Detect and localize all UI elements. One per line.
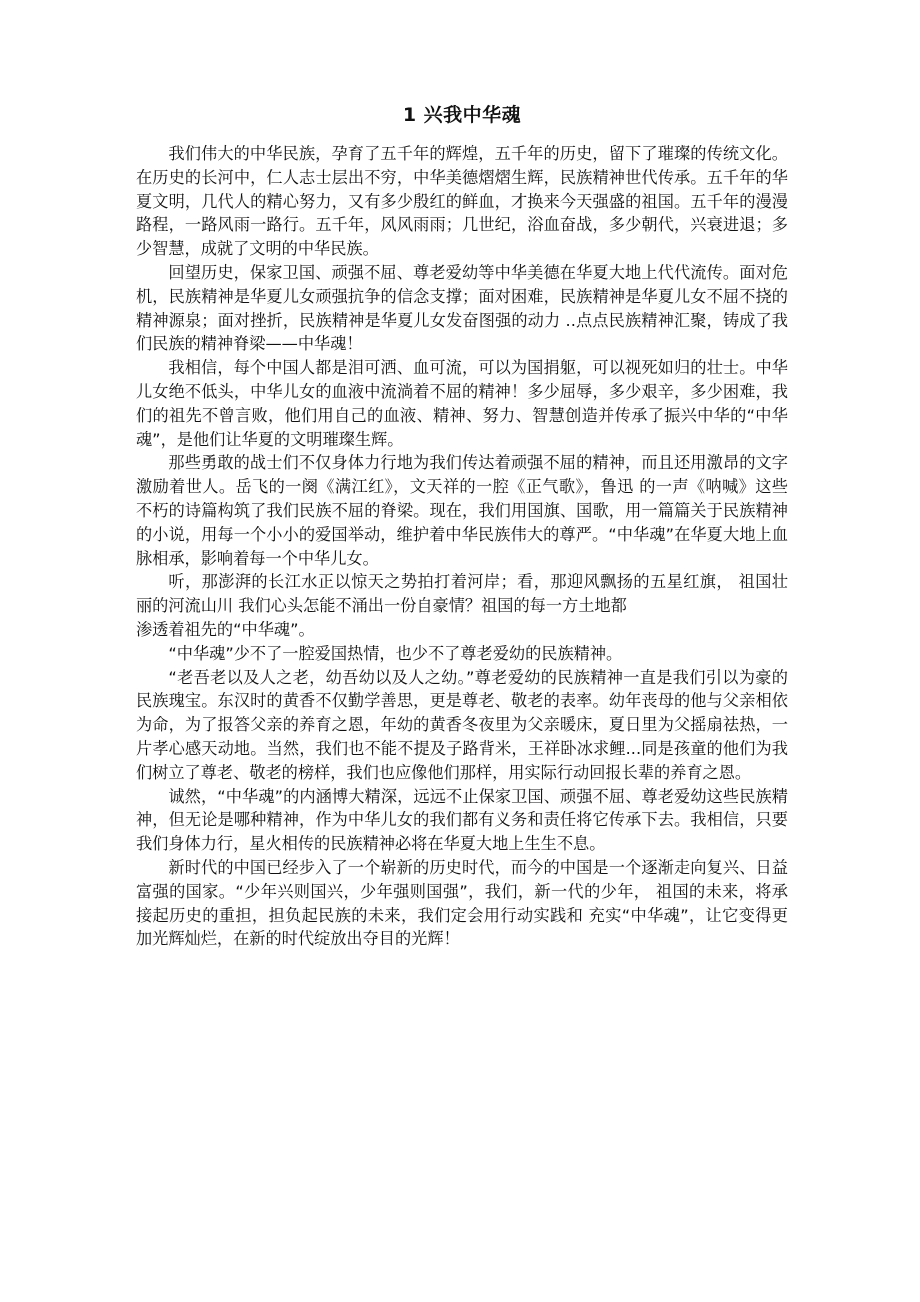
paragraph-1: 我们伟大的中华民族，孕育了五千年的辉煌，五千年的历史，留下了璀璨的传统文化。在历史的长河中，仁人志士层出不穷，中华美德熠熠生辉，民族精神世代传承。五千年的华夏文明，几代人的精心努力，又有多少殷红的鲜血，才换来今天强盛的祖国。五千年的漫漫路程，一路风雨一路行。五千年，风风雨雨；几世纪，浴血奋战，多少朝代，兴衰进退；多少智慧，成就了文明的中华民族。 bbox=[136, 144, 788, 259]
paragraph-7: “老吾老以及人之老，幼吾幼以及人之幼。”尊老爱幼的民族精神一直是我们引以为豪的民族瑰宝。东汉时的黄香不仅勤学善思，更是尊老、敬老的表率。幼年丧母的他与父亲相依为命，为了报答父亲的养育之恩，年幼的黄香冬夜里为父亲暖床，夏日里为父摇扇祛热，一片孝心感天动地。当然，我们也不能不提及子路背米，王祥卧冰求鲤...同是孩童的他们为我们树立了尊老、敬老的榜样，我们也应像他们那样，用实际行动回报长辈的养育之恩。 bbox=[136, 667, 788, 782]
paragraph-2: 回望历史，保家卫国、顽强不屈、尊老爱幼等中华美德在华夏大地上代代流传。面对危机，民族精神是华夏儿女顽强抗争的信念支撑；面对困难，民族精神是华夏儿女不屈不挠的精神源泉；面对挫折，民族精神是华夏儿女发奋图强的动力 ..点点民族精神汇聚，铸成了我们民族的精神脊梁——中华魂！ bbox=[136, 262, 788, 354]
document-page bbox=[136, 100, 788, 951]
paragraph-8: 诚然，“中华魂”的内涵博大精深，远远不止保家卫国、顽强不屈、尊老爱幼这些民族精神，但无论是哪种精神，作为中华儿女的我们都有义务和责任将它传承下去。我相信，只要我们身体力行，星火相传的民族精神必将在华夏大地上生生不息。 bbox=[136, 786, 788, 854]
paragraph-4: 那些勇敢的战士们不仅身体力行地为我们传达着顽强不屈的精神，而且还用激昂的文字激励着世人。岳飞的一阕《满江红》，文天祥的一腔《正气歌》，鲁迅 的一声《呐喊》这些不朽的诗篇构筑了我们民族不屈的脊梁。现在，我们用国旗、国歌，用一篇篇关于民族精神的小说，用每一个小小的爱国举动，维护着中华民族伟大的尊严。“中华魂”在华夏大地上血脉相承，影响着每一个中华儿女。 bbox=[136, 453, 788, 568]
document-title: 1 兴我中华魂 bbox=[402, 104, 522, 126]
paragraph-5-continued: 渗透着祖先的“中华魂”。 bbox=[136, 619, 315, 639]
paragraph-6: “中华魂”少不了一腔爱国热情，也少不了尊老爱幼的民族精神。 bbox=[168, 643, 623, 663]
paragraph-3: 我相信，每个中国人都是泪可洒、血可流，可以为国捐躯，可以视死如归的壮士。中华儿女绝不低头，中华儿女的血液中流淌着不屈的精神！多少屈辱，多少艰辛，多少困难，我们的祖先不曾言败，他们用自己的血液、精神、努力、智慧创造并传承了振兴中华的“中华魂”，是他们让华夏的文明璀璨生辉。 bbox=[136, 358, 788, 449]
paragraph-5: 听，那澎湃的长江水正以惊天之势拍打着河岸；看，那迎风飘扬的五星红旗， 祖国壮丽的河流山川 我们心头怎能不涌出一份自豪情？祖国的每一方土地都 bbox=[136, 572, 788, 616]
paragraph-9: 新时代的中国已经步入了一个崭新的历史时代，而今的中国是一个逐渐走向复兴、日益富强的国家。“少年兴则国兴，少年强则国强”，我们，新一代的少年， 祖国的未来，将承接起历史的重担，担负起民族的未来，我们定会用行动实践和 充实“中华魂”，让它变得更加光辉灿烂，在新的时代绽放出夺目的光辉！ bbox=[136, 857, 788, 949]
